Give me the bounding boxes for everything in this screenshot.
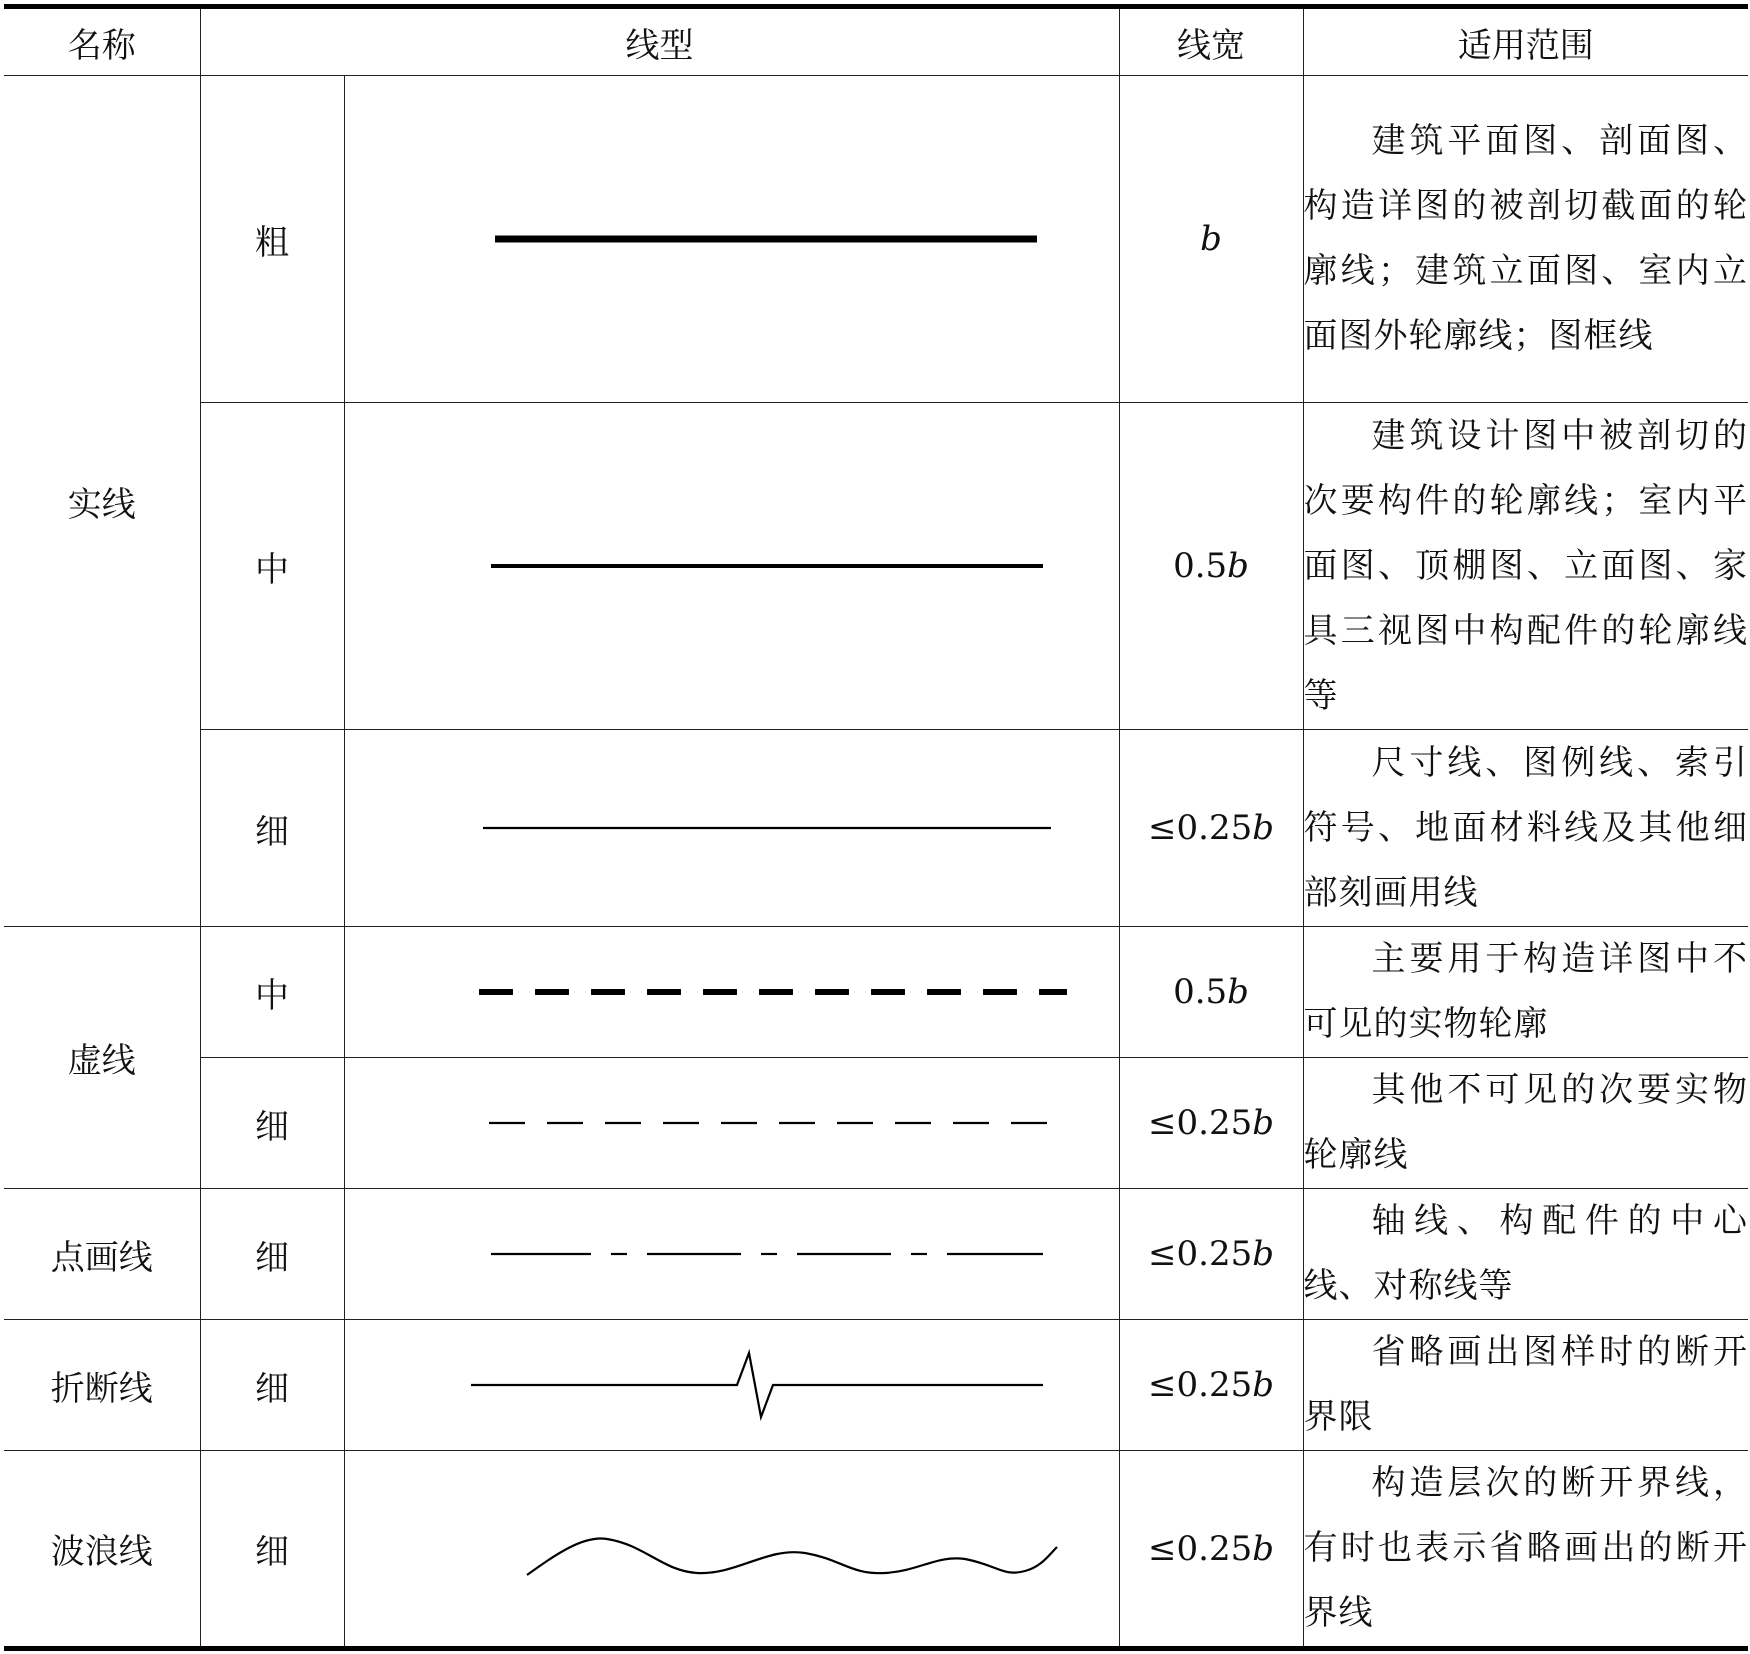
line-width-value — [1119, 76, 1303, 403]
header-scope: 适用范围 — [1303, 7, 1748, 76]
scope-text: 其他不可见的次要实物轮廓线 — [1303, 1058, 1748, 1189]
line-sample-solid-thin — [344, 730, 1119, 927]
row-name-break: 折断线 — [4, 1320, 200, 1451]
table-row — [4, 927, 1748, 1058]
line-sample-break — [344, 1320, 1119, 1451]
row-name-solid: 实线 — [4, 76, 200, 927]
header-name: 名称 — [4, 7, 200, 76]
table-row — [4, 403, 1748, 730]
line-sample-solid-medium — [344, 403, 1119, 730]
width-variable: b — [1252, 1234, 1274, 1274]
scope-text: 省略画出图样时的断开界限 — [1303, 1320, 1748, 1451]
scope-text: 建筑平面图、剖面图、构造详图的被剖切截面的轮廓线；建筑立面图、室内立面图外轮廓线；图框线 — [1303, 76, 1748, 403]
width-variable: b — [1252, 1528, 1274, 1569]
row-name-dash-dot: 点画线 — [4, 1189, 200, 1320]
row-weight: 细 — [200, 1058, 344, 1189]
table-row — [4, 1189, 1748, 1320]
header-line-type: 线型 — [200, 7, 1119, 76]
row-weight: 中 — [200, 927, 344, 1058]
width-variable: b — [1252, 808, 1274, 848]
line-sample-dash-dot — [344, 1189, 1119, 1320]
width-number: ≤0.25 — [1148, 808, 1253, 848]
line-width-value — [1119, 1058, 1303, 1189]
line-sample-solid-thick — [344, 76, 1119, 403]
scope-text: 主要用于构造详图中不可见的实物轮廓 — [1303, 927, 1748, 1058]
line-width-value — [1119, 1451, 1303, 1649]
row-name-dashed: 虚线 — [4, 927, 200, 1189]
width-number: ≤0.25 — [1148, 1234, 1253, 1274]
width-number: ≤0.25 — [1148, 1528, 1253, 1569]
line-width-value — [1119, 1189, 1303, 1320]
width-variable: b — [1252, 1365, 1274, 1405]
header-row — [4, 7, 1748, 76]
line-sample-dashed-thin — [344, 1058, 1119, 1189]
table-row — [4, 1320, 1748, 1451]
width-number: 0.5 — [1173, 972, 1228, 1012]
header-line-width: 线宽 — [1119, 7, 1303, 76]
scope-text: 尺寸线、图例线、索引符号、地面材料线及其他细部刻画用线 — [1303, 730, 1748, 927]
table-row — [4, 1058, 1748, 1189]
line-sample-wave — [344, 1451, 1119, 1649]
row-weight: 粗 — [200, 76, 344, 403]
row-weight: 细 — [200, 730, 344, 927]
line-type-table — [4, 4, 1748, 1651]
line-width-value — [1119, 927, 1303, 1058]
table-row — [4, 76, 1748, 403]
line-sample-dashed-medium — [344, 927, 1119, 1058]
width-number: ≤0.25 — [1148, 1365, 1253, 1405]
table-row — [4, 1451, 1748, 1649]
row-weight: 细 — [200, 1189, 344, 1320]
scope-text: 轴线、构配件的中心线、对称线等 — [1303, 1189, 1748, 1320]
row-weight: 细 — [200, 1320, 344, 1451]
scope-text: 构造层次的断开界线，有时也表示省略画出的断开界线 — [1303, 1451, 1748, 1649]
width-number: ≤0.25 — [1148, 1103, 1253, 1143]
line-width-value — [1119, 730, 1303, 927]
row-name-wave: 波浪线 — [4, 1451, 200, 1649]
row-weight: 中 — [200, 403, 344, 730]
width-number: 0.5 — [1173, 546, 1228, 586]
table-row — [4, 730, 1748, 927]
width-variable: b — [1252, 1103, 1274, 1143]
row-weight: 细 — [200, 1451, 344, 1649]
width-variable: b — [1200, 219, 1222, 259]
width-variable: b — [1227, 546, 1249, 586]
line-width-value — [1119, 1320, 1303, 1451]
line-width-value — [1119, 403, 1303, 730]
width-variable: b — [1227, 972, 1249, 1012]
scope-text: 建筑设计图中被剖切的次要构件的轮廓线；室内平面图、顶棚图、立面图、家具三视图中构配件的轮廓线等 — [1303, 403, 1748, 730]
